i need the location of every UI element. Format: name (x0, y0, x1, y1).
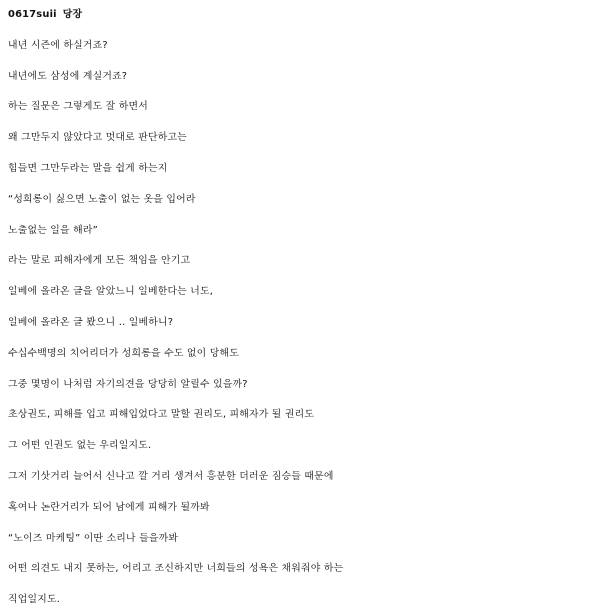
text-line: 어떤 의견도 내지 못하는, 어리고 조신하지만 너희들의 성욕은 채워줘야 하는 (8, 563, 344, 575)
text-line: 수십수백명의 치어리더가 성희롱을 수도 없이 당해도 (8, 347, 239, 359)
post-header (8, 0, 596, 31)
post-body (8, 0, 596, 616)
post-subtitle: 당장 (62, 9, 83, 20)
text-line: 내년에도 삼성에 계실거죠? (8, 70, 128, 82)
author-name: 0617suii (8, 9, 57, 20)
text-line: “노이즈 마케팅” 이딴 소리나 들을까봐 (8, 532, 179, 544)
text-line: “성희롱이 싫으면 노출이 없는 옷을 입어라 (8, 193, 196, 205)
text-line: 그 어떤 인권도 없는 우리일지도. (8, 440, 152, 452)
text-line: 직업일지도. (8, 594, 61, 606)
text-line: 그저 기삿거리 늘어서 신나고 깔 거리 생겨서 흥분한 더러운 짐승들 때문에 (8, 470, 334, 482)
text-line: 초상권도, 피해를 입고 피해입었다고 말할 권리도, 피해자가 될 권리도 (8, 409, 315, 421)
text-line: 노출없는 일을 해라” (8, 224, 98, 236)
text-line: 일베에 올라온 글 봤으니 .. 일베하니? (8, 316, 174, 328)
text-line: 혹여나 논란거리가 되어 남에게 피해가 될까봐 (8, 501, 210, 513)
text-line: 내년 시즌에 하실거죠? (8, 39, 108, 51)
text-line: 그중 몇명이 나처럼 자기의견을 당당히 알릴수 있을까? (8, 378, 248, 390)
text-line: 라는 말로 피해자에게 모든 책임을 안기고 (8, 255, 191, 267)
text-line: 왜 그만두지 않았다고 멋대로 판단하고는 (8, 132, 187, 144)
text-line: 일베에 올라온 글을 알았느니 일베한다는 너도, (8, 286, 214, 298)
text-line: 힘들면 그만두라는 말을 쉽게 하는지 (8, 162, 168, 174)
text-line: 하는 질문은 그렇게도 잘 하면서 (8, 101, 148, 113)
